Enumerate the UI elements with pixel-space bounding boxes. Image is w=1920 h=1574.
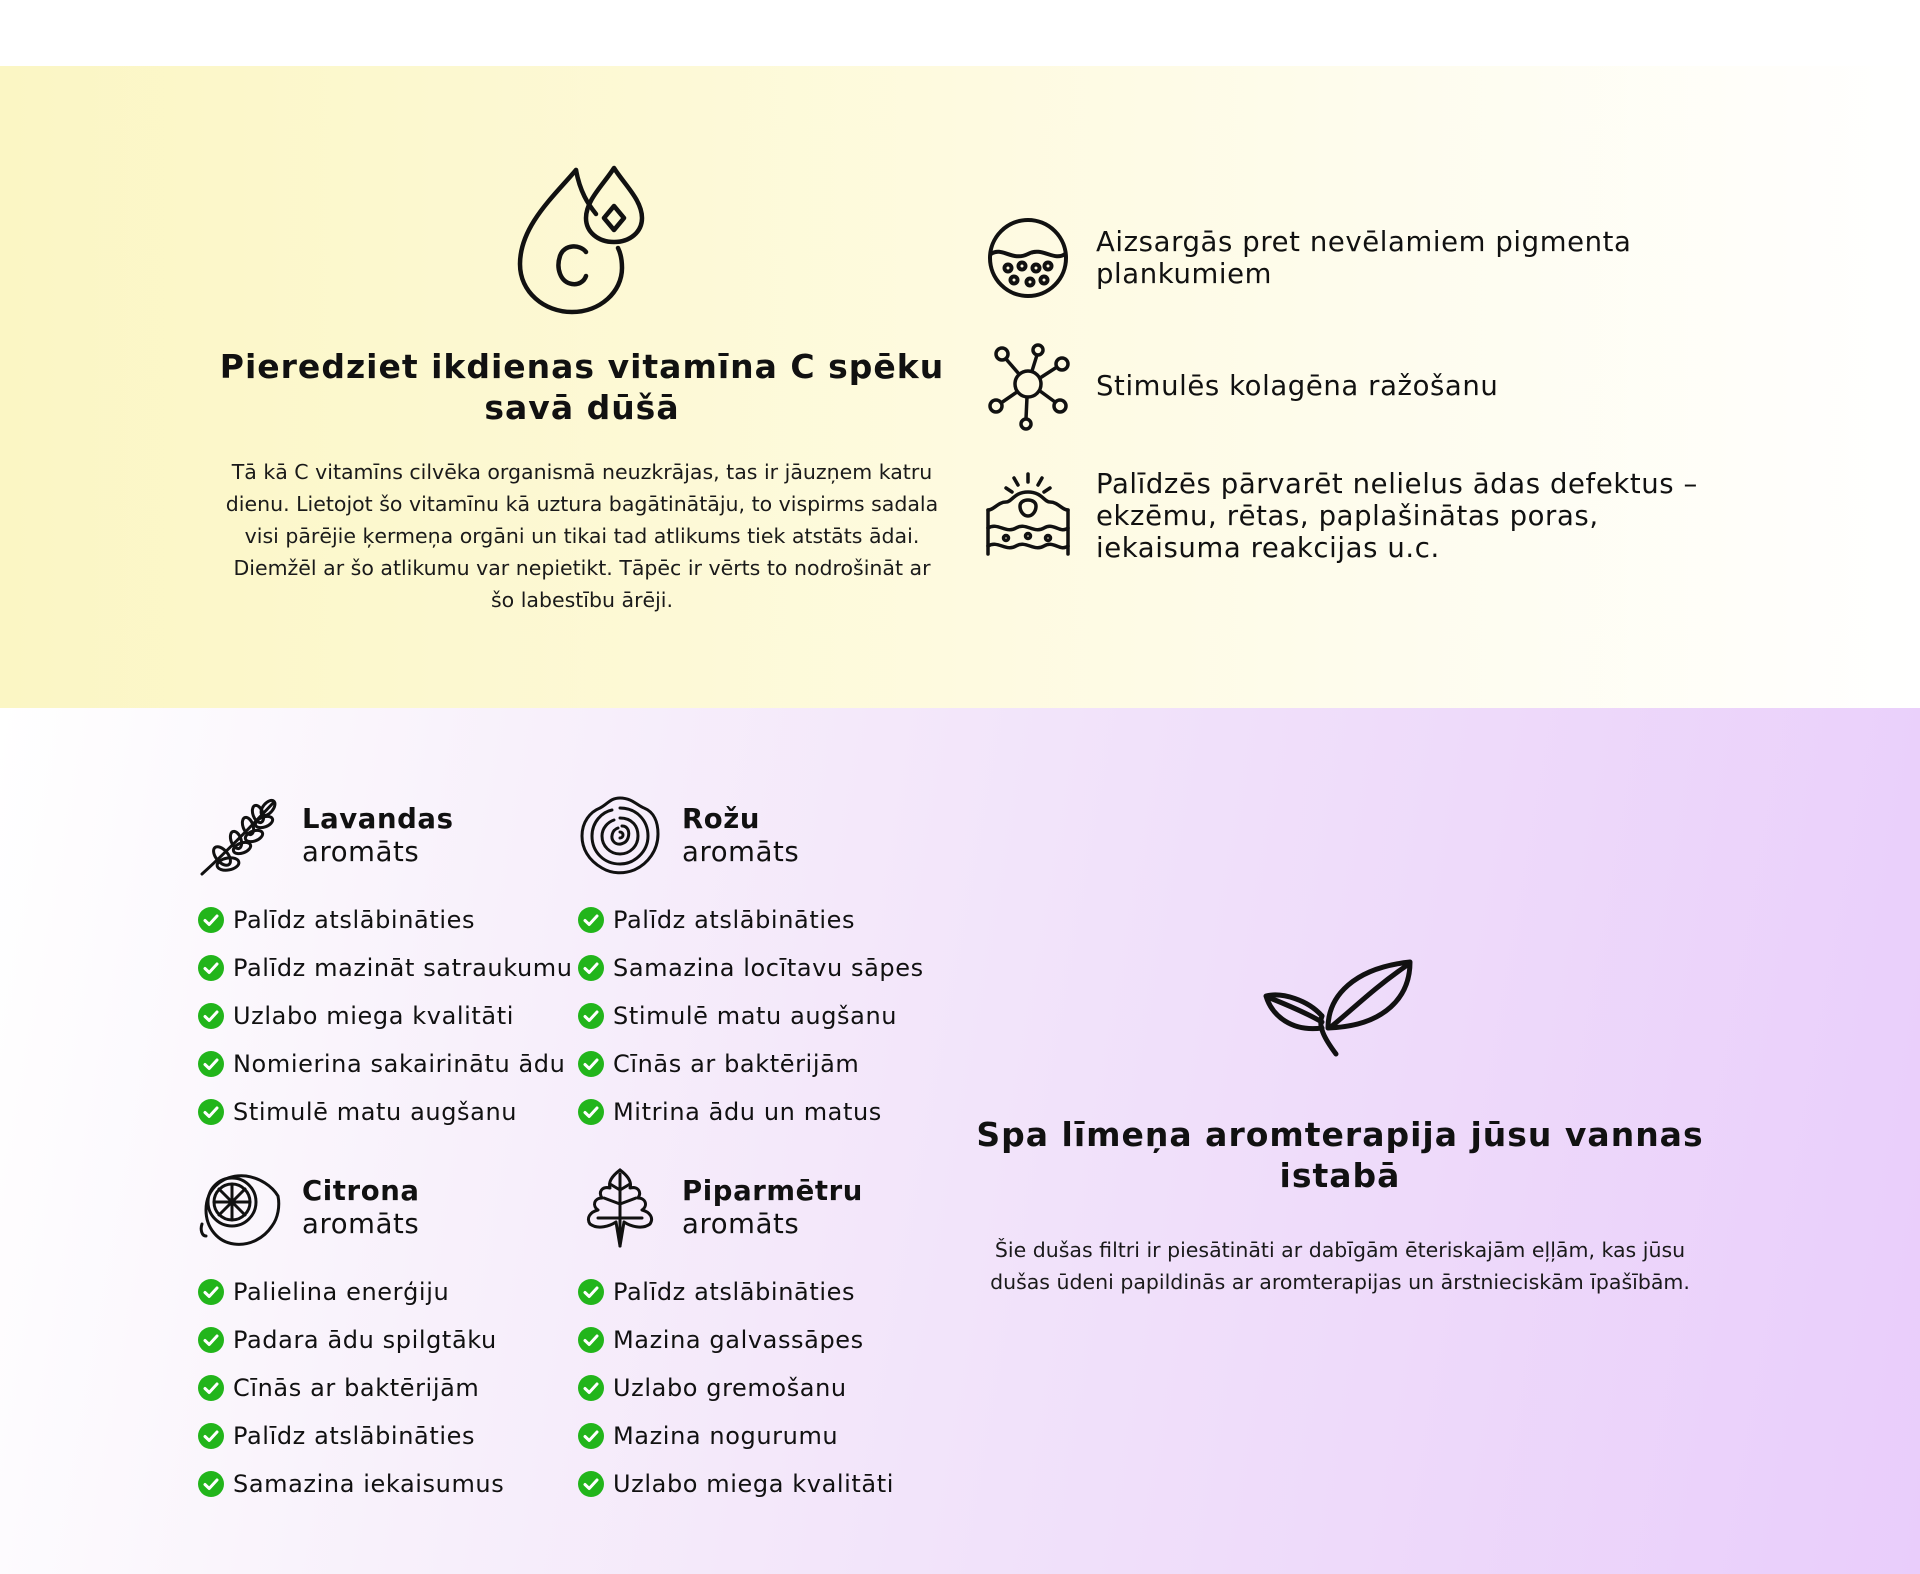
top-spacer [0, 0, 1920, 66]
aroma-benefits-list [578, 896, 968, 1136]
list-item: Palīdz atslābināties [578, 896, 968, 944]
lavender-icon [198, 794, 282, 878]
list-item: Uzlabo gremošanu [578, 1364, 968, 1412]
aroma-subtitle: aromāts [302, 1208, 420, 1240]
list-item: Palīdz atslābināties [198, 1412, 588, 1460]
check-icon [578, 1003, 604, 1029]
check-icon [198, 1327, 224, 1353]
list-item: Uzlabo miega kvalitāti [578, 1460, 968, 1508]
benefit-text: Stimulēs kolagēna ražošanu [1096, 370, 1499, 402]
list-item: Stimulē matu augšanu [198, 1088, 588, 1136]
list-item: Stimulē matu augšanu [578, 992, 968, 1040]
benefit-text: Palīdzēs pārvarēt nelielus ādas defektus – ekzēmu, rētas, paplašinātas poras, iekaisuma reakcijas u.c. [1096, 468, 1698, 564]
lemon-icon [198, 1166, 282, 1250]
check-icon [198, 1051, 224, 1077]
list-item: Samazina iekaisumus [198, 1460, 588, 1508]
molecule-icon [982, 340, 1074, 432]
aroma-subtitle: aromāts [302, 836, 420, 868]
check-icon [198, 1471, 224, 1497]
list-item: Nomierina sakairinātu ādu [198, 1040, 588, 1088]
check-icon [198, 955, 224, 981]
check-icon [198, 907, 224, 933]
list-item: Palīdz atslābināties [578, 1268, 968, 1316]
aroma-header [198, 1166, 588, 1250]
aroma-name: Citrona [302, 1175, 420, 1207]
check-icon [578, 1051, 604, 1077]
check-icon [198, 1003, 224, 1029]
aroma-header [578, 794, 968, 878]
aroma-subtitle: aromāts [682, 836, 800, 868]
list-item: Mazina nogurumu [578, 1412, 968, 1460]
check-icon [198, 1375, 224, 1401]
aroma-card-rose [578, 794, 968, 1136]
aroma-benefits-list [198, 896, 588, 1136]
check-icon [578, 1471, 604, 1497]
aroma-name: Rožu [682, 803, 761, 835]
aroma-header [578, 1166, 968, 1250]
aroma-name: Piparmētru [682, 1175, 863, 1207]
list-item: Palielina enerģiju [198, 1268, 588, 1316]
list-item: Padara ādu spilgtāku [198, 1316, 588, 1364]
check-icon [578, 1279, 604, 1305]
check-icon [578, 955, 604, 981]
benefit-item-collagen [982, 340, 1722, 432]
list-item: Cīnās ar baktērijām [578, 1040, 968, 1088]
aroma-benefits-list [578, 1268, 968, 1508]
check-icon [578, 907, 604, 933]
check-icon [578, 1099, 604, 1125]
benefit-text: Aizsargās pret nevēlamiem pigmenta plankumiem [1096, 226, 1632, 290]
aroma-benefits-list [198, 1268, 588, 1508]
list-item: Palīdz atslābināties [198, 896, 588, 944]
mint-leaf-icon [578, 1166, 662, 1250]
aroma-card-mint [578, 1166, 968, 1508]
check-icon [578, 1423, 604, 1449]
aroma-name: Lavandas [302, 803, 454, 835]
aroma-card-lemon [198, 1166, 588, 1508]
rose-icon [578, 794, 662, 878]
check-icon [198, 1099, 224, 1125]
vitamin-c-description: Tā kā C vitamīns cilvēka organismā neuzkrājas, tas ir jāuzņem katru dienu. Lietojot šo vitamīnu kā uztura bagātinātāju, to vispirms sadala visi pārējie ķermeņa orgāni un tikai tad atlikums tiek atstāts ādai. Diemžēl ar šo atlikumu var nepietikt. Tāpēc ir vērts to nodrošināt ar šo labestību ārēji. [225, 460, 939, 612]
list-item: Samazina locītavu sāpes [578, 944, 968, 992]
list-item: Mitrina ādu un matus [578, 1088, 968, 1136]
vitamin-c-title: Pieredziet ikdienas vitamīna C spēku savā dūšā [219, 347, 945, 427]
list-item: Mazina galvassāpes [578, 1316, 968, 1364]
aroma-header [198, 794, 588, 878]
list-item: Cīnās ar baktērijām [198, 1364, 588, 1412]
spa-description: Šie dušas filtri ir piesātināti ar dabīgām ēteriskajām eļļām, kas jūsu dušas ūdeni papildinās ar aromterapijas un ārstnieciskām īpašībām. [990, 1238, 1690, 1294]
benefit-item-pigment [982, 212, 1722, 304]
check-icon [578, 1375, 604, 1401]
aroma-card-lavender [198, 794, 588, 1136]
aroma-subtitle: aromāts [682, 1208, 800, 1240]
check-icon [198, 1279, 224, 1305]
leaves-icon [1262, 956, 1418, 1060]
list-item: Palīdz mazināt satraukumu [198, 944, 588, 992]
skin-layer-icon [982, 470, 1074, 562]
check-icon [578, 1327, 604, 1353]
check-icon [198, 1423, 224, 1449]
skin-pigment-icon [982, 212, 1074, 304]
list-item: Uzlabo miega kvalitāti [198, 992, 588, 1040]
benefit-item-skin-defects [982, 468, 1722, 564]
spa-title: Spa līmeņa aromterapija jūsu vannas istabā [976, 1115, 1704, 1195]
vitamin-c-drop-icon [514, 164, 646, 316]
